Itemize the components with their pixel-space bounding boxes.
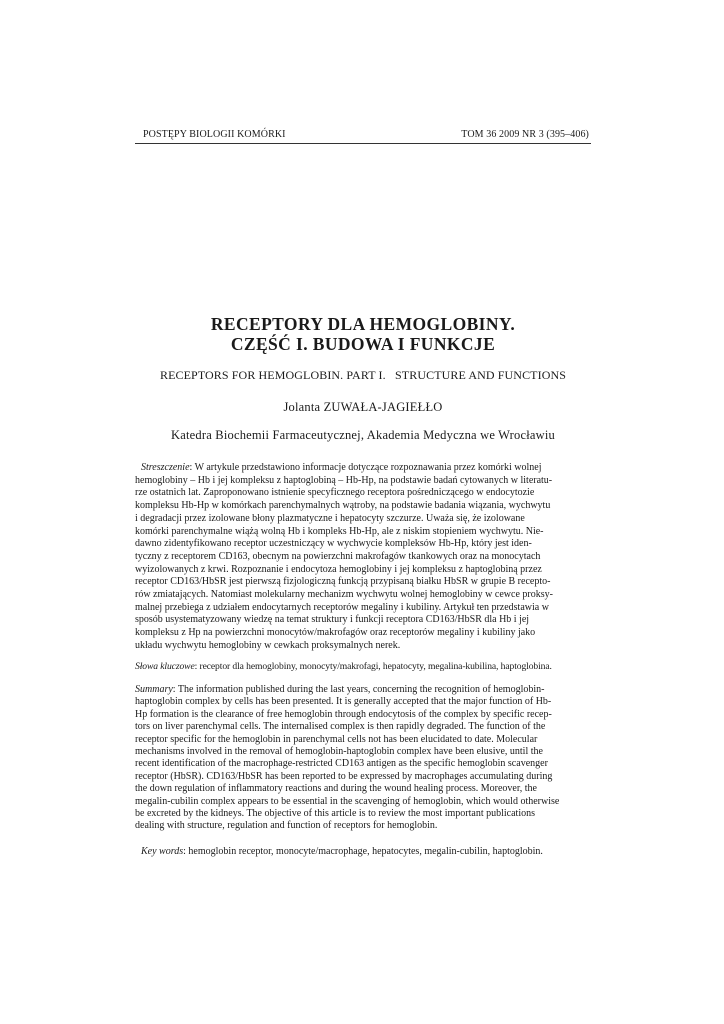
keywords-polish-label: Słowa kluczowe — [135, 661, 195, 672]
abstract-polish-line: komórki parenchymalne wiążą wolną Hb i kompleks Hb-Hp, ale z niskim stopieniem wychwytu. Nie- — [135, 525, 544, 537]
keywords-polish-text: : receptor dla hemoglobiny, monocyty/makrofagi, hepatocyty, megalina-kubilina, haptoglobina. — [194, 661, 552, 672]
abstract-polish-line: rze ostatnich lat. Zaproponowano istnienie specyficznego receptora pośredniczącego w endocytozie — [135, 487, 535, 499]
abstract-english-line: Hp formation is the clearance of free hemoglobin through endocytosis of the complex by specific recep- — [135, 708, 552, 720]
abstract-english-line: receptor (HbSR). CD163/HbSR has been reported to be expressed by macrophages accumulating during — [135, 770, 553, 782]
journal-name: POSTĘPY BIOLOGII KOMÓRKI — [143, 129, 286, 140]
abstract-english-line: tors on liver parenchymal cells. The internalised complex is then rapidly degraded. The function of the — [135, 721, 546, 733]
abstract-english-line: haptoglobin complex by cells has been presented. It is generally accepted that the major function of Hb- — [135, 696, 552, 708]
article-title-polish — [135, 314, 591, 354]
keywords-english-text: : hemoglobin receptor, monocyte/macrophage, hepatocytes, megalin-cubilin, haptoglobin. — [183, 846, 543, 857]
abstract-polish-line: kompleksu Hb-Hp w komórkach parenchymalnych wątroby, na podstawie badania wiązania, wychwytu — [135, 500, 551, 512]
keywords-english-label: Key words — [141, 846, 184, 857]
abstract-english-line: dealing with structure, regulation and function of receptors for hemoglobin. — [135, 820, 438, 832]
abstract-english — [135, 684, 589, 833]
abstract-polish-line: dawno zidentyfikowano receptor uczestniczący w wychwycie kompleksów Hb-Hp, który jest iden- — [135, 538, 532, 550]
abstract-polish-line: hemoglobiny – Hb i jej kompleksu z haptoglobiną – Hb-Hp, na podstawie badań cytowanych w literatu- — [135, 474, 553, 486]
keywords-polish — [135, 661, 589, 674]
abstract-polish — [135, 462, 589, 653]
abstract-english-line: mechanisms involved in the removal of hemoglobin-haptoglobin complex have been elusive, until the — [135, 746, 543, 758]
abstract-english-line: megalin-cubilin complex appears to be essential in the scavenging of hemoglobin, which would otherwise — [135, 795, 560, 807]
abstract-polish-line: sposób usystematyzowany wiedzę na temat struktury i funkcji receptora CD163/HbSR dla Hb i jej — [135, 614, 530, 626]
author-name: Jolanta ZUWAŁA-JAGIEŁŁO — [283, 400, 443, 414]
abstract-english-line: : The information published during the last years, concerning the recognition of hemoglobin- — [172, 684, 545, 695]
volume-info: TOM 36 2009 NR 3 (395–406) — [461, 129, 589, 140]
abstract-polish-line: i degradacji przez izolowane błony plazmatyczne i hepatocyty szczurze. Uważa się, że izolowane — [135, 512, 525, 524]
abstract-english-line: recent identification of the macrophage-restricted CD163 antigen as the specific hemoglobin scavenger — [135, 758, 548, 770]
abstract-english-label: Summary — [135, 684, 173, 695]
abstract-english-line: the down regulation of inflammatory reactions and during the wound healing process. Moreover, the — [135, 783, 537, 795]
title-line-2: CZĘŚĆ I. BUDOWA I FUNKCJE — [230, 334, 496, 354]
abstract-polish-line: rów zmiatających. Natomiast molekularny mechanizm wychwytu wolnej hemoglobiny w cewce proksy- — [135, 589, 553, 601]
abstract-polish-line: tyczny z receptorem CD163, obecnym na powierzchni makrofagów tkankowych oraz na monocytach — [135, 550, 541, 562]
running-header — [135, 129, 591, 144]
abstract-polish-line: kompleksu z Hp na powierzchni monocytów/makrofagów oraz receptorów megaliny i kubiliny jako — [135, 627, 536, 639]
abstract-polish-line: wyizolowanych z krwi. Rozpoznanie i endocytoza hemoglobiny i jej kompleksu z haptoglobiną przez — [135, 563, 542, 575]
title-line-1: RECEPTORY DLA HEMOGLOBINY. — [210, 314, 516, 334]
abstract-english-line: be excreted by the kidneys. The objective of this article is to review the most important publications — [135, 808, 535, 820]
abstract-polish-line: malnej przebiega z udziałem endocytarnych receptorów megaliny i kubiliny. Artykuł ten przedstawia w — [135, 601, 549, 613]
author-affiliation: Katedra Biochemii Farmaceutycznej, Akademia Medyczna we Wrocławiu — [171, 428, 555, 442]
abstract-english-line: receptor specific for the hemoglobin in parenchymal cells not has been elucidated to date. Molecular — [135, 733, 538, 745]
abstract-polish-line: receptor CD163/HbSR jest pierwszą fizjologiczną funkcją przypisaną białku HbSR w grupie B recepto- — [135, 576, 551, 588]
article-title-english: RECEPTORS FOR HEMOGLOBIN. PART I. STRUCTURE AND FUNCTIONS — [159, 368, 567, 382]
abstract-polish-line: : W artykule przedstawiono informacje dotyczące rozpoznawania przez komórki wolnej — [189, 462, 542, 473]
keywords-english — [135, 846, 589, 859]
abstract-polish-label: Streszczenie — [141, 462, 190, 473]
abstract-polish-line: układu wychwytu hemoglobiny w cewkach proksymalnych nerek. — [135, 639, 401, 651]
